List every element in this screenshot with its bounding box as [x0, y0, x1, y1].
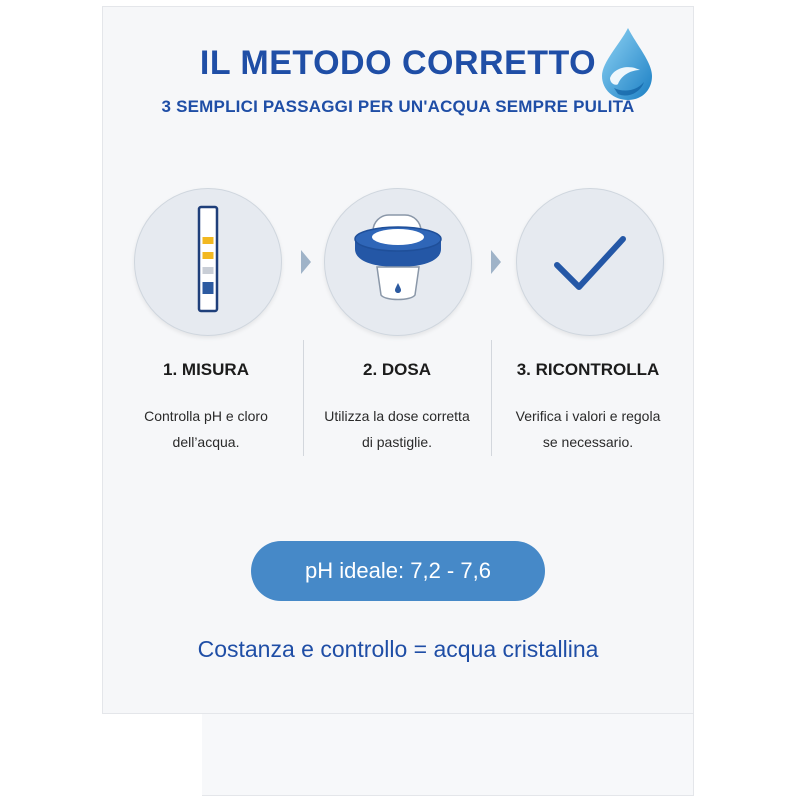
step-1-title: 1. MISURA [163, 360, 249, 379]
page-title: IL METODO CORRETTO [199, 44, 597, 82]
step-3-desc-line-1: Verifica i valori e regola [515, 408, 661, 424]
card-background-extension [202, 714, 694, 796]
step-1-description [111, 403, 301, 455]
step-1-desc-line-1: Controlla pH e cloro [144, 408, 268, 424]
step-3-title: 3. RICONTROLLA [516, 360, 660, 379]
step-2-desc-line-2: di pastiglie. [361, 434, 433, 450]
page-subtitle: 3 SEMPLICI PASSAGGI PER UN'ACQUA SEMPRE PULITA [161, 97, 635, 116]
footer-tagline: Costanza e controllo = acqua cristallina [197, 636, 599, 662]
step-2-circle [324, 188, 472, 336]
step-3-desc-line-2: se necessario. [542, 434, 634, 450]
step-3-circle [516, 188, 664, 336]
step-1-circle [134, 188, 282, 336]
chlorine-dispenser-icon [325, 189, 471, 335]
test-strip-icon [135, 189, 281, 335]
step-2-description [302, 403, 492, 455]
ph-ideal-badge: pH ideale: 7,2 - 7,6 [251, 541, 545, 601]
checkmark-icon [517, 189, 663, 335]
water-drop-icon [596, 26, 656, 102]
chevron-right-icon [489, 248, 503, 276]
step-2-title: 2. DOSA [362, 360, 432, 379]
chevron-right-icon [299, 248, 313, 276]
step-2-desc-line-1: Utilizza la dose corretta [324, 408, 470, 424]
step-3-description [493, 403, 683, 455]
step-1-desc-line-2: dell’acqua. [172, 434, 240, 450]
